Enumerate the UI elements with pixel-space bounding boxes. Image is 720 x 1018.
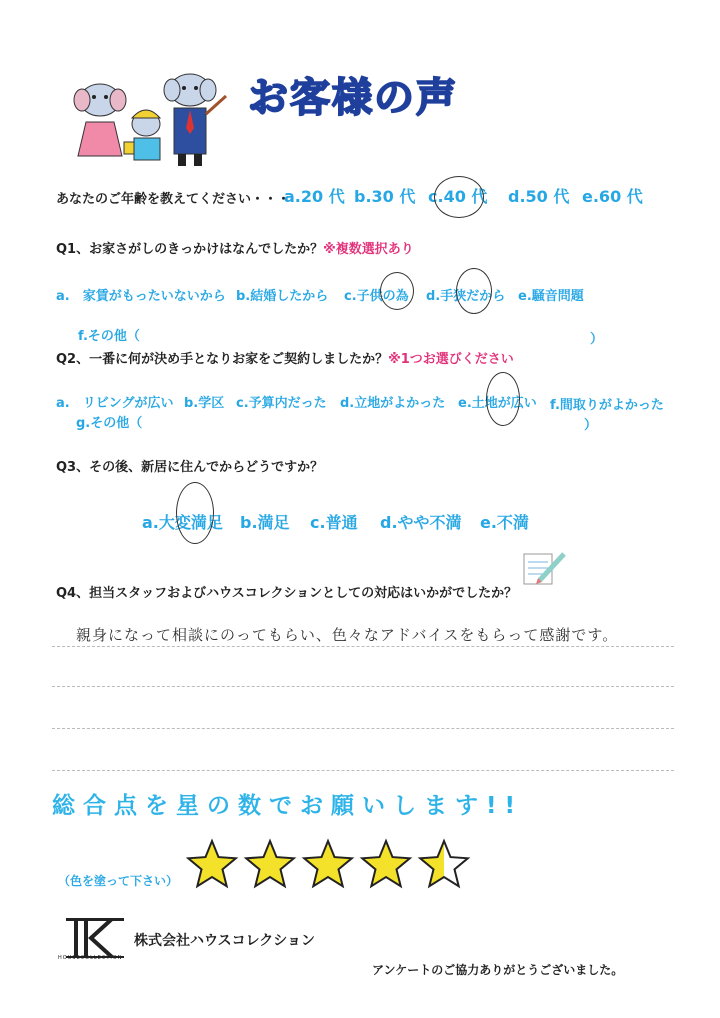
- q1-option-c: c.子供の為: [344, 289, 409, 304]
- q2-option-a: a. リビングが広い: [56, 396, 174, 411]
- q3-option-a: a.大変満足: [142, 513, 223, 532]
- q3-option-d: d.やや不満: [380, 513, 462, 532]
- q2-option-d: d.立地がよかった: [340, 396, 446, 411]
- star-rating: [186, 838, 476, 892]
- q1-other-close: ）: [590, 332, 604, 347]
- q2-option-b: b.学区: [184, 396, 225, 411]
- memo-pencil-icon: [522, 548, 568, 588]
- q3-option-e: e.不満: [480, 513, 529, 532]
- age-option-e: e.60 代: [582, 187, 643, 206]
- age-question: あなたのご年齢を教えてください・・・: [56, 192, 291, 207]
- company-name: 株式会社ハウスコレクション: [134, 933, 316, 949]
- logo-caption: HOUSECOLLECTION: [58, 955, 123, 961]
- q2-other-close: ）: [584, 418, 598, 433]
- star-2: [246, 841, 294, 886]
- q3-question: Q3、その後、新居に住んでからどうですか？: [56, 460, 324, 475]
- q1-question: Q1、お家さがしのきっかけはなんでしたか？※複数選択あり: [56, 242, 414, 257]
- answer-line-1: [52, 646, 674, 647]
- answer-line-4: [52, 770, 674, 771]
- q2-note: ※1つお選びください: [388, 352, 514, 367]
- age-option-d: d.50 代: [508, 187, 570, 206]
- q1-selection-circle-d: [456, 268, 492, 314]
- q2-question: Q2、一番に何が決め手となりお家をご契約しましたか？※1つお選びください: [56, 352, 514, 367]
- q3-option-c: c.普通: [310, 513, 358, 532]
- q2-option-e: e.土地が広い: [458, 396, 537, 411]
- q1-option-e: e.騒音問題: [518, 289, 584, 304]
- thanks-message: アンケートのご協力ありがとうございました。: [372, 963, 624, 977]
- rating-hint: （色を塗って下さい）: [58, 874, 179, 888]
- q2-option-f: f.間取りがよかった: [550, 398, 664, 413]
- star-4: [362, 841, 410, 886]
- star-3: [304, 841, 352, 886]
- star-5: [420, 841, 468, 886]
- q1-option-a: a. 家賃がもったいないから: [56, 289, 226, 304]
- age-option-b: b.30 代: [354, 187, 416, 206]
- mascot-illustration: [66, 70, 236, 170]
- q2-option-c: c.予算内だった: [236, 396, 327, 411]
- q1-option-b: b.結婚したから: [236, 289, 329, 304]
- age-option-c: c.40 代: [428, 187, 488, 206]
- q1-selection-circle-c: [380, 272, 414, 310]
- q1-note: ※複数選択あり: [323, 242, 414, 257]
- answer-line-2: [52, 686, 674, 687]
- answer-line-3: [52, 728, 674, 729]
- q2-selection-circle: [486, 372, 520, 426]
- q3-selection-circle: [176, 482, 214, 544]
- age-selection-circle: [434, 176, 484, 218]
- rating-banner: 総合点を星の数でお願いします!!: [52, 793, 523, 819]
- age-option-a: a.20 代: [284, 187, 345, 206]
- q4-question: Q4、担当スタッフおよびハウスコレクションとしての対応はいかがでしたか？: [56, 586, 518, 601]
- q2-option-other: g.その他（: [76, 416, 143, 431]
- company-logo: [64, 916, 126, 960]
- page-title: お客様の声: [248, 75, 458, 121]
- star-1: [188, 841, 236, 886]
- q4-handwritten-answer: 親身になって相談にのってもらい、色々なアドバイスをもらって感謝です。: [76, 626, 619, 644]
- q1-option-d: d.手狭だから: [426, 289, 506, 304]
- q1-option-other: f.その他（: [78, 329, 140, 344]
- q3-option-b: b.満足: [240, 513, 290, 532]
